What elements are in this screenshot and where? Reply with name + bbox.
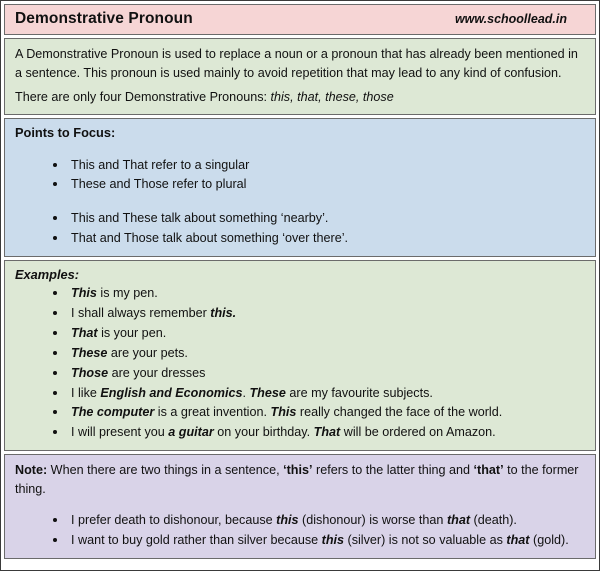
text-run: English and Economics [100,385,243,400]
text-run: I like [71,385,101,400]
text-run: There are only four Demonstrative Pronouns: [15,90,271,104]
list-item [15,156,585,175]
points-list-group-two [15,209,585,248]
text-run: This and That refer to a singular [71,157,250,172]
text-run: ‘this’ [283,463,313,478]
text-run: These and Those refer to plural [71,177,247,192]
text-run: (silver) is not so valuable as [344,533,507,548]
text-run: (gold). [529,533,569,548]
list-item [15,229,585,248]
examples-heading: Examples: [15,267,80,283]
examples-list [15,284,585,442]
list-item [15,175,585,194]
text-run: this, that, these, those [270,90,394,104]
list-item [15,423,585,442]
text-run: this. [210,305,237,320]
text-run: a guitar [168,425,214,440]
list-item [15,364,585,383]
list-item [15,209,585,228]
note-paragraph [15,461,585,498]
text-run: This [71,286,97,301]
text-run: That [313,425,341,440]
text-run: is your pen. [97,325,167,340]
text-run: This and These talk about something ‘nearby’. [71,211,329,226]
page-title: Demonstrative Pronoun [15,10,193,27]
examples-section [4,260,596,451]
list-item [15,304,585,323]
text-run: (death). [470,513,517,528]
points-to-focus-section [4,118,596,258]
text-run: These [249,385,286,400]
text-run: I prefer death to dishonour, because [71,513,277,528]
text-run: refers to the latter thing and [312,463,474,478]
text-run: When there are two things in a sentence, [47,463,284,478]
text-run: to the former thing. [15,463,579,496]
text-run: are my favourite subjects. [285,385,433,400]
note-section [4,454,596,559]
text-run: that [506,533,530,548]
text-run: I shall always remember [71,305,211,320]
list-item [15,384,585,403]
text-run: That [71,325,98,340]
text-run: on your birthday. [213,425,314,440]
text-run: ‘that’ [473,463,504,478]
header-bar [4,4,596,35]
text-run: I want to buy gold rather than silver because [71,533,322,548]
text-run: The computer [71,405,155,420]
list-item [15,344,585,363]
text-run: that [446,513,471,528]
list-item [15,531,585,550]
text-run: really changed the face of the world. [296,405,503,420]
text-run: That and Those talk about something ‘over there’. [71,231,348,246]
text-run: These [71,345,108,360]
text-run: are your dresses [108,365,206,380]
text-run: this [276,513,299,528]
list-item [15,511,585,530]
text-run: A Demonstrative Pronoun is used to replace a noun or a pronoun that has already been mentioned in a sentence. This pronoun is used mainly to avoid repetition that may lead to any kind of confusion. [15,47,578,80]
text-run: Those [71,365,109,380]
text-run: this [321,533,345,548]
text-run: is my pen. [96,286,158,301]
four-pronouns-paragraph [15,88,585,107]
points-list-group-one [15,156,585,195]
list-item [15,284,585,303]
text-run: is a great invention. [154,405,271,420]
text-run: are your pets. [107,345,188,360]
list-item [15,324,585,343]
list-item [15,403,585,422]
text-run: . [242,385,250,400]
points-heading: Points to Focus: [15,124,116,140]
text-run: will be ordered on Amazon. [340,425,496,440]
text-run: I will present you [71,425,169,440]
text-run: Note: [15,463,48,478]
text-run: (dishonour) is worse than [298,513,447,528]
text-run: This [270,405,297,420]
note-list [15,511,585,550]
website-credit: www.schoollead.in [454,12,567,26]
definition-paragraph [15,45,585,82]
definition-section [4,38,596,115]
